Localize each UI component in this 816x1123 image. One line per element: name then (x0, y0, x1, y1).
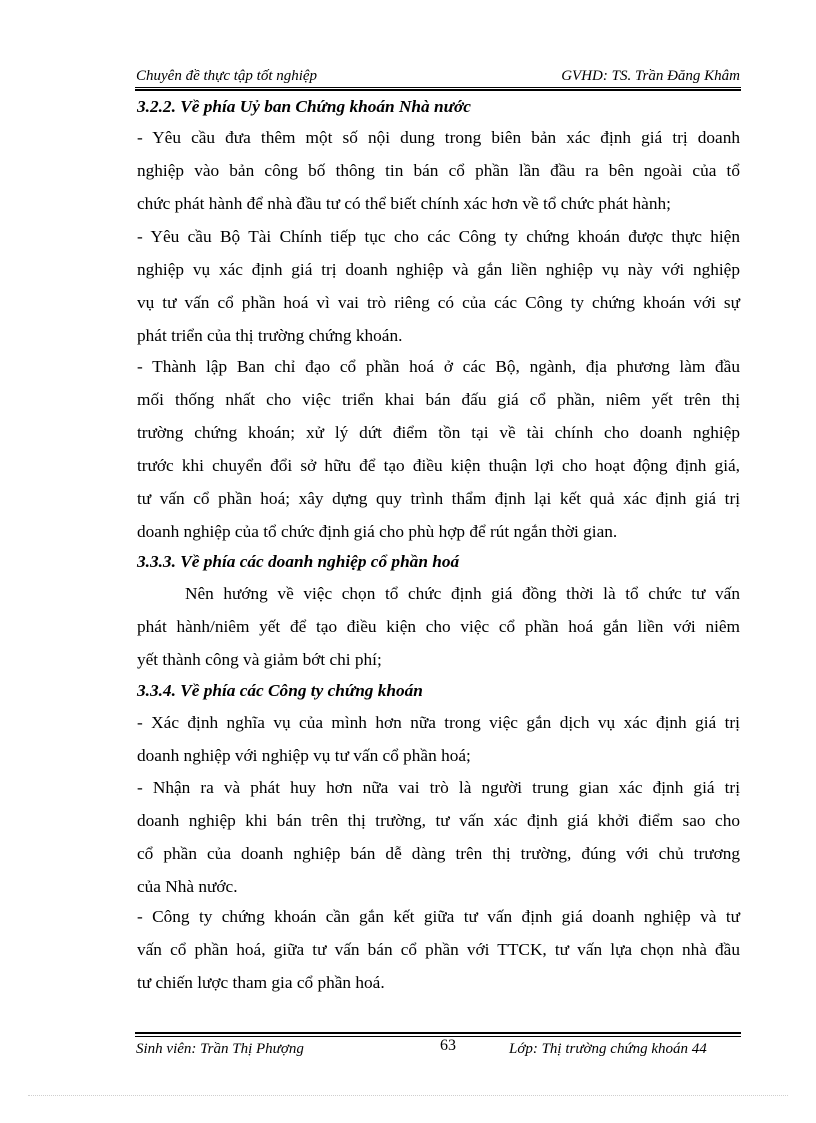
text-line: phát triển của thị trường chứng khoán. (137, 326, 403, 345)
page-bottom-dotted-border (28, 1095, 788, 1096)
text-line: nghiệp vào bản công bố thông tin bán cổ phần lần đầu ra bên ngoài của tổ (137, 161, 740, 180)
text-line: - Thành lập Ban chỉ đạo cổ phần hoá ở các Bộ, ngành, địa phương làm đầu (137, 357, 740, 376)
footer-rule-thick (135, 1032, 741, 1034)
text-line: nghiệp vụ xác định giá trị doanh nghiệp và gắn liền nghiệp vụ này với nghiệp (137, 260, 740, 279)
text-line: chức phát hành để nhà đầu tư có thể biết chính xác hơn về tổ chức phát hành; (137, 194, 671, 213)
header-rule-thin (135, 87, 741, 88)
footer-student: Sinh viên: Trần Thị Phượng (136, 1041, 304, 1057)
text-line: doanh nghiệp của tổ chức định giá cho phù hợp để rút ngắn thời gian. (137, 522, 618, 541)
footer-rule-thin (135, 1036, 741, 1037)
text-line: trước khi chuyển đổi sở hữu để tạo điều kiện thuận lợi cho hoạt động định giá, (137, 456, 740, 475)
text-line: tư vấn cổ phần hoá; xây dựng quy trình thẩm định lại kết quả xác định giá trị (137, 489, 740, 508)
text-line: - Yêu cầu Bộ Tài Chính tiếp tục cho các Công ty chứng khoán được thực hiện (137, 227, 740, 246)
text-line: - Nhận ra và phát huy hơn nữa vai trò là người trung gian xác định giá trị (137, 778, 740, 797)
section-heading: 3.3.4. Về phía các Công ty chứng khoán (137, 681, 423, 700)
text-line: yết thành công và giảm bớt chi phí; (137, 650, 382, 669)
text-line: - Yêu cầu đưa thêm một số nội dung trong biên bản xác định giá trị doanh (137, 128, 740, 147)
header-rule-thick (135, 89, 741, 91)
text-line: tư chiến lược tham gia cổ phần hoá. (137, 973, 385, 992)
text-line: doanh nghiệp với nghiệp vụ tư vấn cổ phần hoá; (137, 746, 471, 765)
text-line: - Công ty chứng khoán cần gắn kết giữa tư vấn định giá doanh nghiệp và tư (137, 907, 740, 926)
section-heading: 3.3.3. Về phía các doanh nghiệp cổ phần hoá (137, 552, 460, 571)
text-line: doanh nghiệp khi bán trên thị trường, tư vấn xác định giá khởi điểm sao cho (137, 811, 740, 830)
text-line: trường chứng khoán; xử lý dứt điểm tồn tại về tài chính cho doanh nghiệp (137, 423, 740, 442)
running-header-title: Chuyên đề thực tập tốt nghiệp (136, 68, 318, 84)
text-line: Nên hướng về việc chọn tổ chức định giá đồng thời là tổ chức tư vấn (185, 584, 740, 603)
running-header-advisor: GVHD: TS. Trần Đăng Khâm (561, 68, 740, 84)
text-line: của Nhà nước. (137, 877, 238, 896)
text-line: vụ tư vấn cổ phần hoá vì vai trò riêng có của các Công ty chứng khoán với sự (137, 293, 740, 312)
section-heading: 3.2.2. Về phía Uỷ ban Chứng khoán Nhà nước (137, 97, 471, 116)
text-line: - Xác định nghĩa vụ của mình hơn nữa trong việc gắn dịch vụ xác định giá trị (137, 713, 740, 732)
page-number: 63 (440, 1037, 456, 1054)
text-line: mối thống nhất cho việc triển khai bán đấu giá cổ phần, niêm yết trên thị (137, 390, 740, 409)
text-line: vấn cổ phần hoá, giữa tư vấn bán cổ phần với TTCK, tư vấn lựa chọn nhà đầu (137, 940, 740, 959)
footer-class: Lớp: Thị trường chứng khoán 44 (509, 1041, 707, 1057)
text-line: phát hành/niêm yết để tạo điều kiện cho việc cổ phần hoá gắn liền với niêm (137, 617, 740, 636)
text-line: cổ phần của doanh nghiệp bán dễ dàng trên thị trường, đúng với chủ trương (137, 844, 740, 863)
